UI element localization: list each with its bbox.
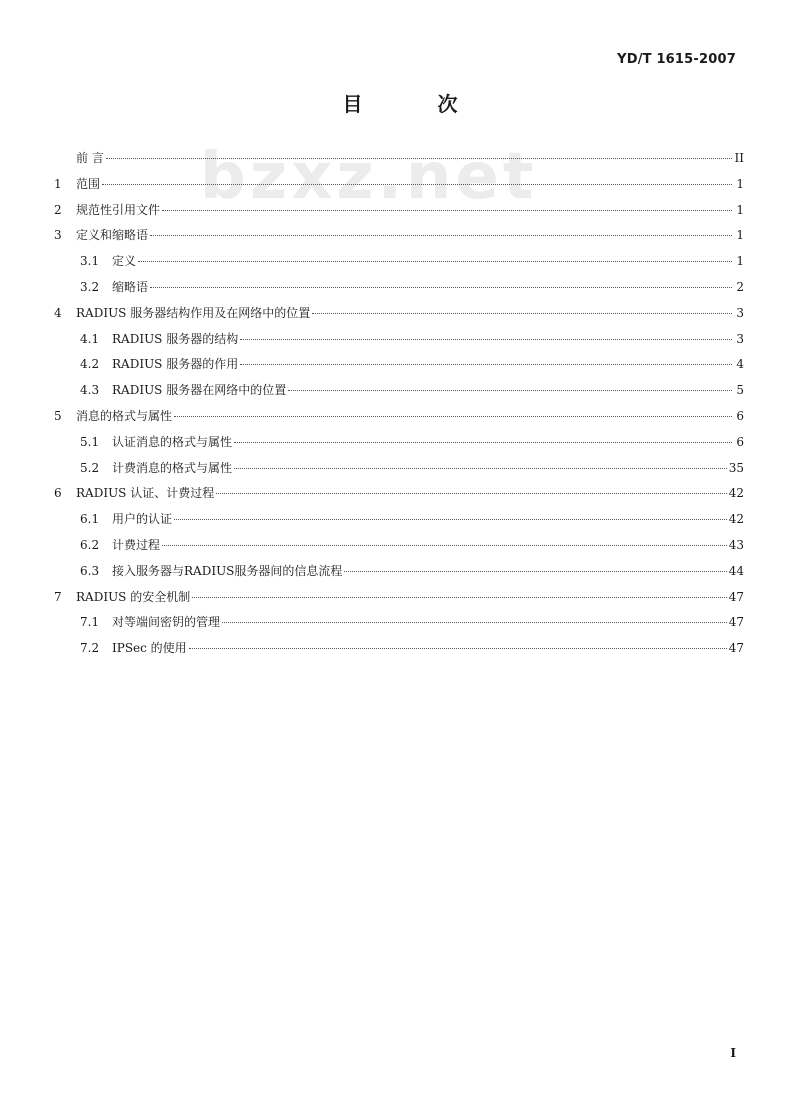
toc-entry [54, 352, 744, 378]
toc-entry [54, 223, 744, 249]
toc-entry-number: 4.2 [80, 357, 100, 372]
toc-entry-number: 2 [54, 202, 62, 217]
toc-entry [54, 301, 744, 327]
toc-entry-page: 1 [736, 202, 744, 217]
dot-leader [192, 597, 727, 598]
toc-entry-number: 3 [54, 228, 62, 243]
toc-entry-number: 4 [54, 305, 62, 320]
toc-entry [54, 198, 744, 224]
page-number: I [730, 1046, 736, 1060]
dot-leader [222, 622, 727, 623]
toc-entry-page: 44 [728, 563, 744, 578]
toc-entry-number: 7 [54, 589, 62, 604]
toc-entry-page: 3 [736, 305, 744, 320]
toc-entry-page: 42 [728, 512, 744, 527]
dot-leader [189, 648, 727, 649]
toc-entry-number: 4.1 [80, 331, 100, 346]
toc-entry-label: 消息的格式与属性 [76, 408, 173, 423]
toc-entry-label: 前 言 [76, 151, 104, 165]
toc-entry-page: 3 [736, 331, 744, 346]
toc-entry-label: RADIUS 认证、计费过程 [76, 486, 215, 501]
toc-entry-number: 6.2 [80, 537, 100, 552]
toc-entry-label: RADIUS 的安全机制 [76, 589, 191, 604]
dot-leader [162, 210, 732, 211]
toc-entry [54, 378, 744, 404]
toc-entry-page: 2 [736, 279, 744, 294]
toc-entry [54, 636, 744, 662]
toc-entry-number: 5 [54, 408, 62, 423]
toc-entry-number: 3.2 [80, 279, 100, 294]
toc-entry-page: 4 [736, 357, 744, 372]
toc-entry-label: 计费过程 [112, 537, 161, 552]
toc-entry-page: 47 [728, 641, 744, 656]
toc-entry [54, 146, 744, 172]
dot-leader [216, 493, 727, 494]
toc-entry-label: RADIUS 服务器结构作用及在网络中的位置 [76, 305, 311, 320]
page-title: 目 次 [342, 92, 492, 116]
toc-entry-page: II [734, 151, 744, 165]
toc-entry-number: 5.2 [80, 460, 100, 475]
dot-leader [174, 416, 732, 417]
toc-entry-page: 47 [728, 615, 744, 630]
dot-leader [106, 158, 732, 159]
toc-entry [54, 507, 744, 533]
toc-entry-page: 47 [728, 589, 744, 604]
toc-entry [54, 585, 744, 611]
toc-entry-number: 1 [54, 176, 62, 191]
toc-entry-label: 定义 [112, 254, 137, 269]
dot-leader [150, 287, 732, 288]
toc-entry-label: 接入服务器与RADIUS服务器间的信息流程 [112, 563, 343, 578]
dot-leader [240, 339, 732, 340]
toc-entry-label: RADIUS 服务器的作用 [112, 357, 239, 372]
toc-entry-label: 计费消息的格式与属性 [112, 460, 233, 475]
dot-leader [102, 184, 732, 185]
toc-entry [54, 430, 744, 456]
toc-entry-page: 43 [728, 537, 744, 552]
toc-entry-label: 范围 [76, 176, 101, 191]
toc-entry [54, 249, 744, 275]
dot-leader [174, 519, 727, 520]
toc-entry-label: RADIUS 服务器的结构 [112, 331, 239, 346]
dot-leader [234, 442, 732, 443]
toc-entry-number: 3.1 [80, 254, 100, 269]
toc-entry-label: RADIUS 服务器在网络中的位置 [112, 383, 287, 398]
watermark: bzxz.net [200, 140, 538, 214]
dot-leader [312, 313, 732, 314]
toc-entry-label: 对等端间密钥的管理 [112, 615, 221, 630]
toc-entry-page: 1 [736, 176, 744, 191]
toc-entry [54, 610, 744, 636]
toc-entry-label: IPSec 的使用 [112, 641, 187, 656]
toc-entry-page: 1 [736, 254, 744, 269]
toc-entry [54, 275, 744, 301]
toc-entry [54, 559, 744, 585]
toc-entry-number: 4.3 [80, 383, 100, 398]
toc-entry-page: 42 [728, 486, 744, 501]
toc-entry [54, 172, 744, 198]
dot-leader [234, 468, 727, 469]
toc-entry-number: 7.1 [80, 615, 100, 630]
dot-leader [344, 571, 726, 572]
dot-leader [150, 235, 732, 236]
toc-entry-number: 6 [54, 486, 62, 501]
standard-code: YD/T 1615-2007 [617, 52, 736, 67]
toc-entry-number: 6.1 [80, 512, 100, 527]
toc-entry-page: 6 [736, 434, 744, 449]
toc-entry [54, 327, 744, 353]
dot-leader [288, 390, 732, 391]
toc-entry-label: 用户的认证 [112, 512, 173, 527]
toc-entry-page: 5 [736, 383, 744, 398]
toc-entry-number: 5.1 [80, 434, 100, 449]
toc-entry-number: 7.2 [80, 641, 100, 656]
toc-entry [54, 456, 744, 482]
table-of-contents [54, 146, 744, 662]
toc-entry-page: 35 [728, 460, 744, 475]
toc-entry-number: 6.3 [80, 563, 100, 578]
toc-entry-label: 认证消息的格式与属性 [112, 434, 233, 449]
toc-entry-page: 6 [736, 408, 744, 423]
toc-entry-label: 缩略语 [112, 279, 149, 294]
toc-entry [54, 481, 744, 507]
dot-leader [240, 364, 732, 365]
toc-entry-page: 1 [736, 228, 744, 243]
toc-entry-label: 定义和缩略语 [76, 228, 149, 243]
dot-leader [138, 261, 732, 262]
toc-entry-label: 规范性引用文件 [76, 202, 161, 217]
toc-entry [54, 404, 744, 430]
toc-entry [54, 533, 744, 559]
dot-leader [162, 545, 727, 546]
